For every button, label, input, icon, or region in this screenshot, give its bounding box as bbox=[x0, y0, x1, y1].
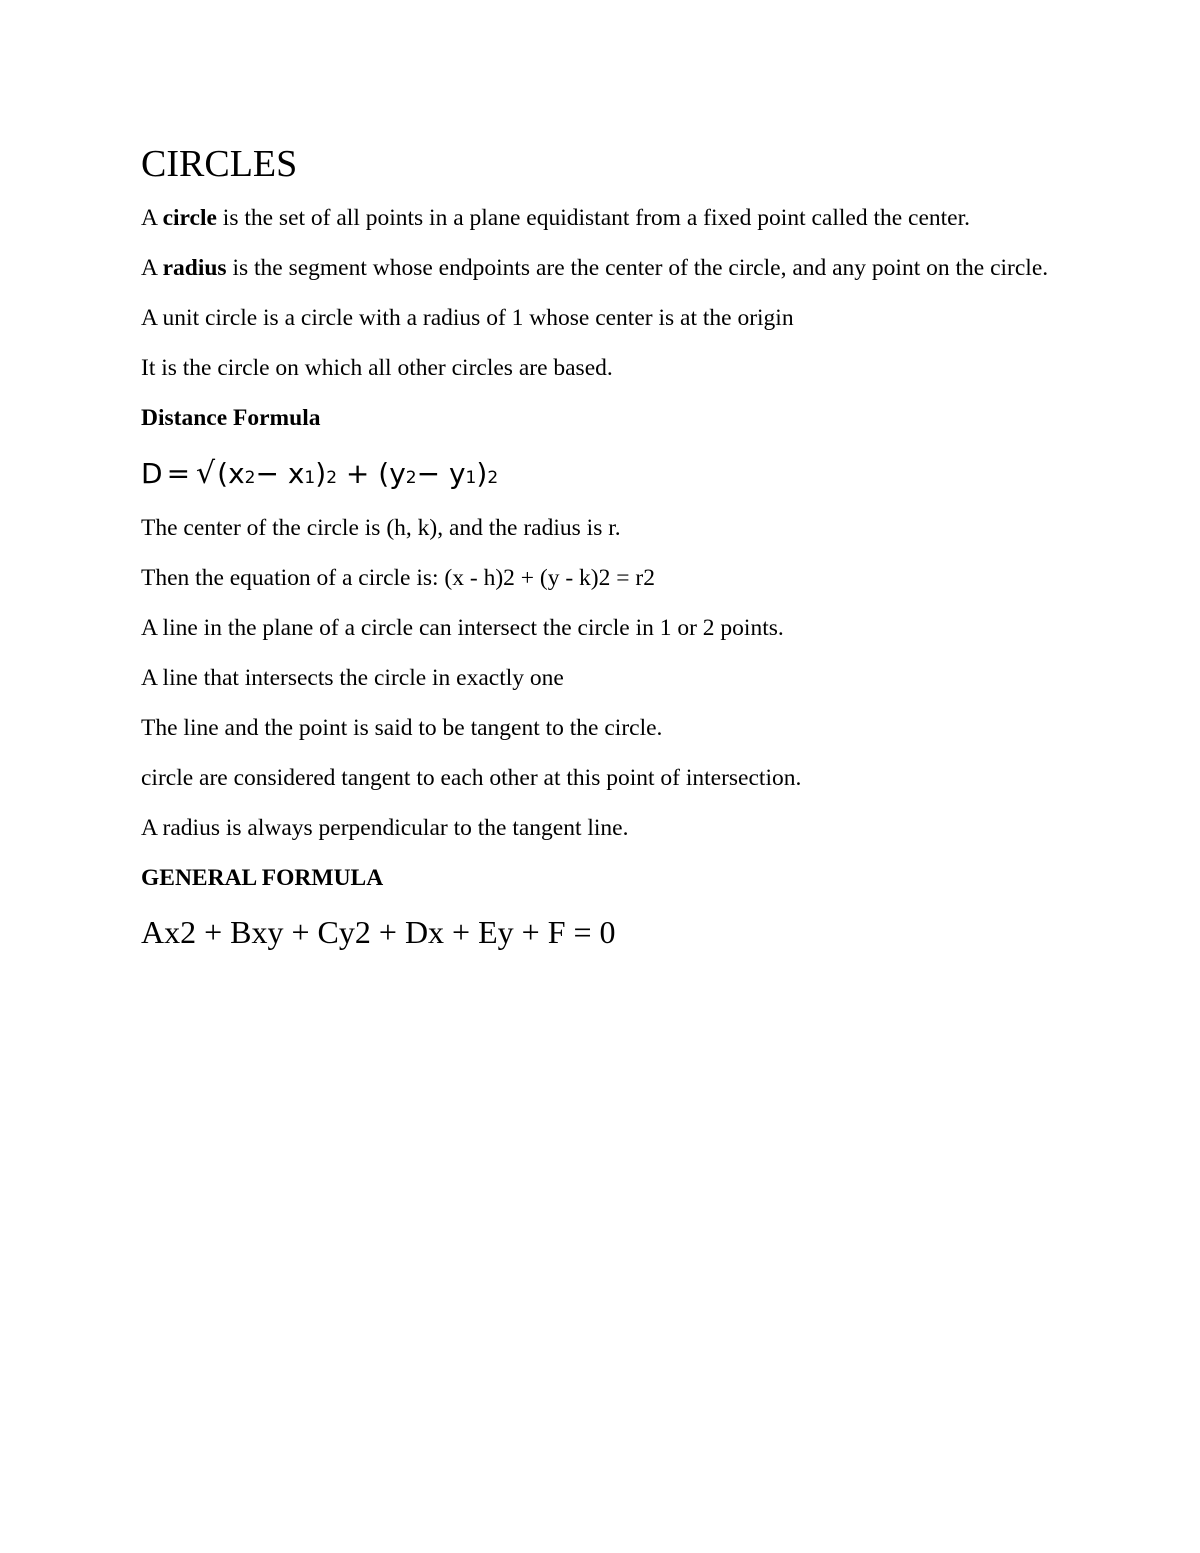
distance-formula: D = √ (x 2 − x 1 ) 2 + (y 2 − y 1 ) 2 bbox=[141, 449, 1071, 503]
radius-definition: A radius is the segment whose endpoints are the center of the circle, and any point on the circle. bbox=[141, 255, 1049, 281]
tangent-line-note: A line that intersects the circle in exactly one bbox=[141, 665, 564, 691]
line-intersection-note: A line in the plane of a circle can intersect the circle in 1 or 2 points. bbox=[141, 615, 784, 641]
distance-formula-heading: Distance Formula bbox=[141, 405, 321, 431]
page-title: CIRCLES bbox=[141, 143, 298, 185]
unit-circle-note: It is the circle on which all other circles are based. bbox=[141, 355, 613, 381]
general-formula-heading: GENERAL FORMULA bbox=[141, 865, 384, 891]
circle-definition: A circle is the set of all points in a plane equidistant from a fixed point called the center. bbox=[141, 205, 971, 231]
document-page bbox=[141, 140, 1071, 955]
circle-equation: Then the equation of a circle is: (x - h)2 + (y - k)2 = r2 bbox=[141, 565, 655, 591]
square-root-icon: √ bbox=[196, 456, 216, 491]
term-radius: radius bbox=[162, 255, 227, 281]
term-circle: circle bbox=[162, 205, 217, 231]
center-radius-note: The center of the circle is (h, k), and the radius is r. bbox=[141, 515, 621, 541]
unit-circle-definition: A unit circle is a circle with a radius of 1 whose center is at the origin bbox=[141, 305, 794, 331]
tangent-circles-note: circle are considered tangent to each other at this point of intersection. bbox=[141, 765, 802, 791]
radius-perpendicular-note: A radius is always perpendicular to the tangent line. bbox=[141, 815, 629, 841]
tangent-point-note: The line and the point is said to be tangent to the circle. bbox=[141, 715, 663, 741]
general-formula: Ax2 + Bxy + Cy2 + Dx + Ey + F = 0 bbox=[141, 914, 616, 950]
